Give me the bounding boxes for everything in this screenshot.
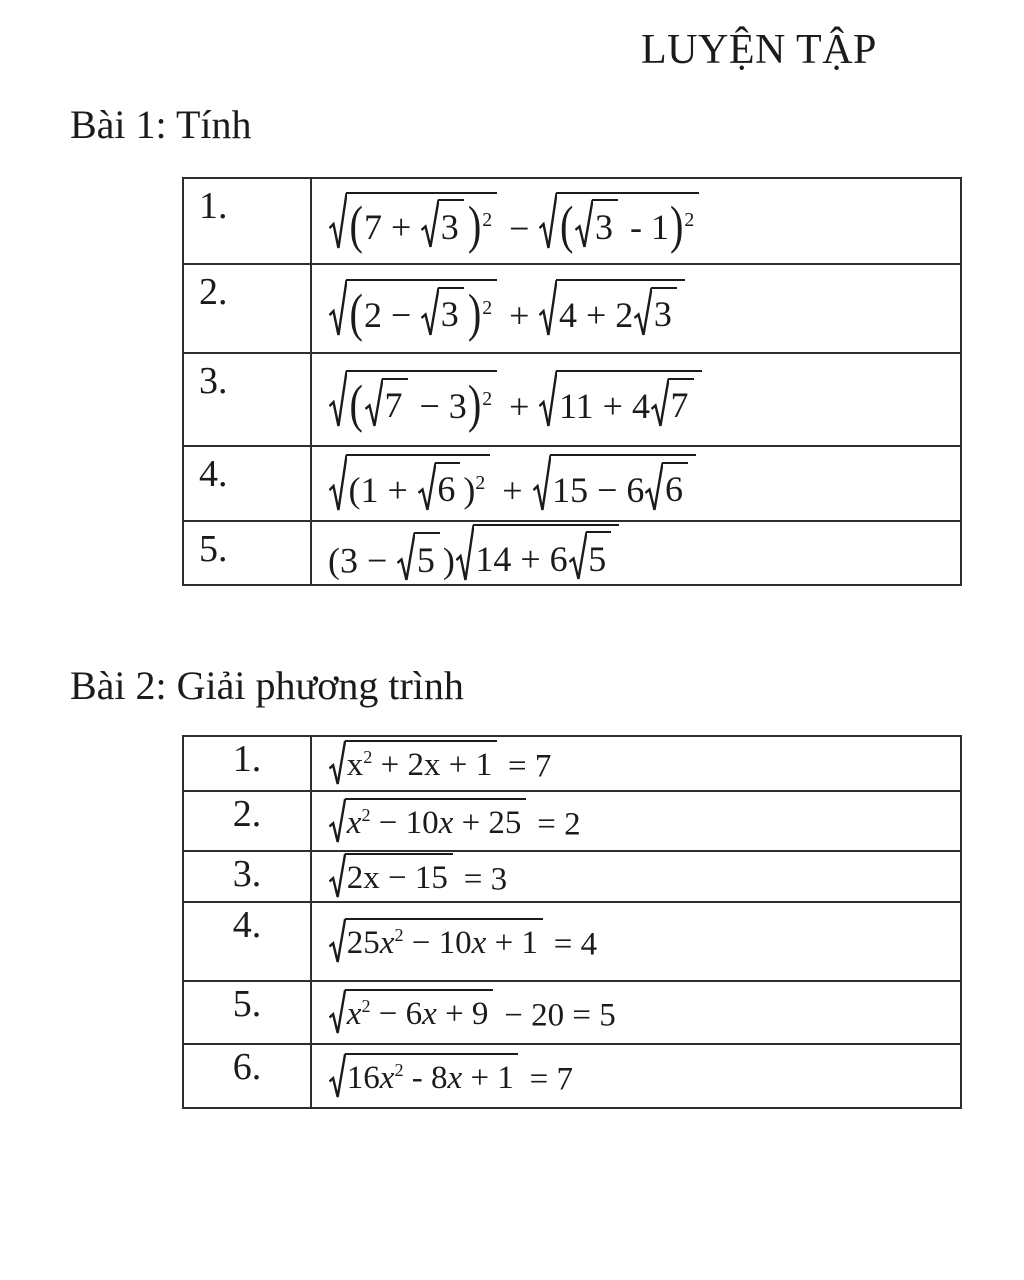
- math-expression: [328, 798, 581, 845]
- radical-sign-icon: [575, 199, 593, 249]
- math-text: x: [346, 747, 364, 784]
- math-text: x: [438, 804, 454, 841]
- radicand: [345, 989, 494, 1035]
- math-expression: [328, 740, 551, 787]
- table-row: [184, 1045, 960, 1107]
- radicand: [662, 462, 688, 512]
- table-row: [184, 737, 960, 792]
- math-text: 3: [440, 206, 459, 247]
- math-text: - 8: [403, 1059, 448, 1096]
- table-row: [184, 852, 960, 903]
- radical-sign-icon: [329, 370, 347, 428]
- sqrt-radical: [421, 287, 464, 337]
- table-row: [184, 792, 960, 852]
- radicand: [414, 532, 440, 582]
- math-text: 7: [670, 385, 689, 426]
- radical-sign-icon: [539, 279, 557, 337]
- radical-sign-icon: [329, 853, 346, 899]
- math-text: 7: [384, 385, 403, 426]
- radical-sign-icon: [418, 462, 436, 512]
- math-expression: [328, 279, 688, 342]
- radical-sign-icon: [329, 740, 346, 786]
- exponent: 2: [394, 1059, 404, 1080]
- math-text: = 2: [529, 806, 581, 843]
- radicand: [438, 287, 464, 337]
- sqrt-radical: [397, 532, 440, 582]
- close-paren: ): [669, 194, 684, 255]
- open-paren: (: [560, 194, 574, 255]
- math-text: x: [379, 1059, 395, 1096]
- radical-sign-icon: [329, 989, 346, 1035]
- exercise1-heading: Bài 1: Tính: [70, 102, 252, 147]
- sqrt-radical: [329, 454, 490, 512]
- math-expression: [328, 1053, 573, 1100]
- row-expression-cell: [312, 792, 960, 850]
- math-text: 5: [416, 539, 435, 580]
- table-row: [184, 179, 960, 265]
- radical-sign-icon: [329, 1053, 346, 1099]
- radicand: [556, 279, 684, 337]
- row-number: 4.: [184, 447, 312, 520]
- row-expression-cell: [312, 737, 960, 790]
- radical-sign-icon: [421, 287, 439, 337]
- math-text: = 3: [455, 861, 508, 898]
- radicand: [345, 740, 497, 786]
- close-paren: ): [467, 194, 482, 255]
- sqrt-radical: [569, 531, 612, 581]
- math-text: x: [447, 1059, 463, 1096]
- radicand: [346, 279, 497, 342]
- sqrt-radical: [575, 199, 618, 249]
- radicand: [345, 798, 527, 844]
- radicand: [556, 370, 701, 428]
- math-text: x: [346, 804, 362, 841]
- math-text: 16: [346, 1059, 380, 1096]
- radical-sign-icon: [533, 454, 551, 512]
- close-paren: ): [467, 282, 482, 342]
- math-expression: [328, 853, 507, 900]
- row-number: 2.: [184, 265, 312, 352]
- row-expression-cell: [312, 447, 960, 520]
- table-row: [184, 447, 960, 522]
- radicand: [345, 1053, 519, 1099]
- sqrt-radical: [418, 462, 461, 512]
- math-text: 3: [653, 294, 672, 335]
- math-text: − 6: [370, 996, 423, 1033]
- math-text: 25: [346, 925, 380, 962]
- exponent: 2: [684, 209, 695, 231]
- sqrt-radical: [329, 192, 497, 255]
- sqrt-radical: [329, 798, 526, 844]
- row-number: 4.: [184, 903, 312, 980]
- page-title: LUYỆN TẬP: [641, 27, 877, 73]
- radicand: [668, 378, 694, 428]
- math-expression: [328, 454, 699, 512]
- radical-sign-icon: [651, 378, 669, 428]
- row-number: 1.: [184, 179, 312, 263]
- exercise2-table: [182, 735, 962, 1109]
- sqrt-radical: [329, 1053, 518, 1099]
- row-number: 6.: [184, 1045, 312, 1107]
- radicand: [346, 192, 497, 255]
- row-expression-cell: [312, 903, 960, 980]
- math-text: (3 −: [328, 540, 397, 581]
- radical-sign-icon: [645, 462, 663, 512]
- radical-sign-icon: [539, 370, 557, 428]
- radicand: [382, 378, 408, 428]
- radicand: [345, 918, 543, 964]
- math-text: 11 + 4: [559, 385, 650, 426]
- math-text: x: [422, 996, 437, 1033]
- exercise2-heading: Bài 2: Giải phương trình: [70, 663, 464, 708]
- table-row: [184, 265, 960, 354]
- radical-sign-icon: [329, 279, 347, 337]
- sqrt-radical: [533, 454, 696, 512]
- radicand: [556, 192, 699, 255]
- math-text: + 1: [486, 925, 538, 962]
- sqrt-radical: [539, 370, 701, 428]
- sqrt-radical: [645, 462, 688, 512]
- radicand: [586, 531, 612, 581]
- math-text: 2x − 15: [346, 860, 448, 897]
- radicand: [473, 524, 619, 582]
- exponent: 2: [361, 804, 371, 825]
- math-expression: [328, 918, 597, 965]
- row-expression-cell: [312, 522, 960, 584]
- row-expression-cell: [312, 179, 960, 263]
- math-text: +: [500, 386, 539, 427]
- math-text: +: [500, 295, 539, 336]
- table-row: [184, 903, 960, 982]
- radical-sign-icon: [397, 532, 415, 582]
- sqrt-radical: [539, 279, 684, 337]
- radicand: [550, 454, 696, 512]
- math-text: + 1: [462, 1059, 514, 1096]
- sqrt-radical: [651, 378, 694, 428]
- math-text: − 3: [410, 385, 467, 426]
- exponent: 2: [482, 387, 493, 410]
- radical-sign-icon: [329, 192, 347, 250]
- row-expression-cell: [312, 265, 960, 352]
- math-text: + 9: [436, 996, 489, 1033]
- math-text: +: [493, 470, 532, 511]
- radical-sign-icon: [456, 524, 474, 582]
- sqrt-radical: [634, 287, 677, 337]
- sqrt-radical: [329, 279, 497, 342]
- math-text: 4 + 2: [559, 294, 634, 335]
- open-paren: (: [349, 373, 363, 433]
- math-text: x: [379, 925, 395, 962]
- radicand: [346, 370, 497, 433]
- math-text: 14 + 6: [475, 539, 568, 579]
- sqrt-radical: [456, 524, 619, 582]
- radical-sign-icon: [329, 454, 347, 512]
- math-text: 15 − 6: [552, 469, 645, 510]
- math-text: 3: [594, 206, 613, 247]
- sqrt-radical: [329, 853, 453, 899]
- math-text: x: [471, 925, 487, 962]
- sqrt-radical: [329, 989, 493, 1035]
- math-text: 2 −: [363, 294, 421, 335]
- open-paren: (: [349, 282, 363, 342]
- math-text: ): [463, 469, 476, 510]
- radicand: [346, 454, 490, 512]
- math-text: ): [442, 540, 455, 581]
- math-text: 7 +: [363, 207, 421, 247]
- math-text: − 20 = 5: [496, 997, 616, 1034]
- exponent: 2: [394, 925, 404, 946]
- radical-sign-icon: [569, 531, 587, 581]
- row-expression-cell: [312, 1045, 960, 1107]
- math-text: (1 +: [348, 469, 417, 510]
- table-row: [184, 354, 960, 447]
- math-text: - 1: [620, 207, 669, 247]
- sqrt-radical: [539, 192, 699, 255]
- math-text: + 2x + 1: [372, 747, 493, 784]
- radical-sign-icon: [634, 287, 652, 337]
- row-expression-cell: [312, 354, 960, 445]
- sqrt-radical: [329, 370, 497, 433]
- sqrt-radical: [421, 199, 464, 249]
- math-text: = 7: [499, 748, 552, 785]
- row-number: 2.: [184, 792, 312, 850]
- math-text: = 4: [545, 926, 598, 963]
- math-expression: [328, 524, 622, 582]
- math-text: = 7: [521, 1061, 574, 1098]
- exercise1-table: [182, 177, 962, 586]
- radicand: [592, 199, 618, 249]
- row-number: 1.: [184, 737, 312, 790]
- row-number: 5.: [184, 982, 312, 1043]
- math-expression: [328, 192, 702, 255]
- math-text: + 25: [453, 804, 522, 841]
- row-number: 3.: [184, 852, 312, 901]
- exponent: 2: [475, 471, 486, 494]
- math-expression: [328, 989, 616, 1036]
- row-expression-cell: [312, 982, 960, 1043]
- row-number: 5.: [184, 522, 312, 584]
- radical-sign-icon: [421, 199, 439, 249]
- radicand: [435, 462, 461, 512]
- row-expression-cell: [312, 852, 960, 901]
- row-number: 3.: [184, 354, 312, 445]
- radicand: [345, 853, 453, 899]
- exponent: 2: [361, 996, 371, 1017]
- table-row: [184, 982, 960, 1045]
- radical-sign-icon: [539, 192, 557, 250]
- math-text: 6: [437, 469, 456, 510]
- math-text: 3: [440, 294, 459, 335]
- radicand: [651, 287, 677, 337]
- math-text: 5: [588, 538, 607, 579]
- radicand: [438, 199, 464, 249]
- sqrt-radical: [329, 740, 497, 786]
- math-text: −: [500, 208, 539, 249]
- exponent: 2: [482, 209, 493, 231]
- exponent: 2: [482, 296, 493, 319]
- open-paren: (: [349, 194, 363, 255]
- math-expression: [328, 370, 705, 433]
- math-text: − 10: [403, 925, 472, 962]
- exponent: 2: [363, 747, 373, 768]
- radical-sign-icon: [329, 798, 346, 844]
- sqrt-radical: [365, 378, 408, 428]
- math-text: 6: [664, 469, 683, 510]
- sqrt-radical: [329, 918, 543, 964]
- radical-sign-icon: [365, 378, 383, 428]
- table-row: [184, 522, 960, 584]
- math-text: − 10: [370, 804, 439, 841]
- radical-sign-icon: [329, 918, 346, 964]
- close-paren: ): [467, 373, 482, 433]
- math-text: x: [346, 996, 362, 1033]
